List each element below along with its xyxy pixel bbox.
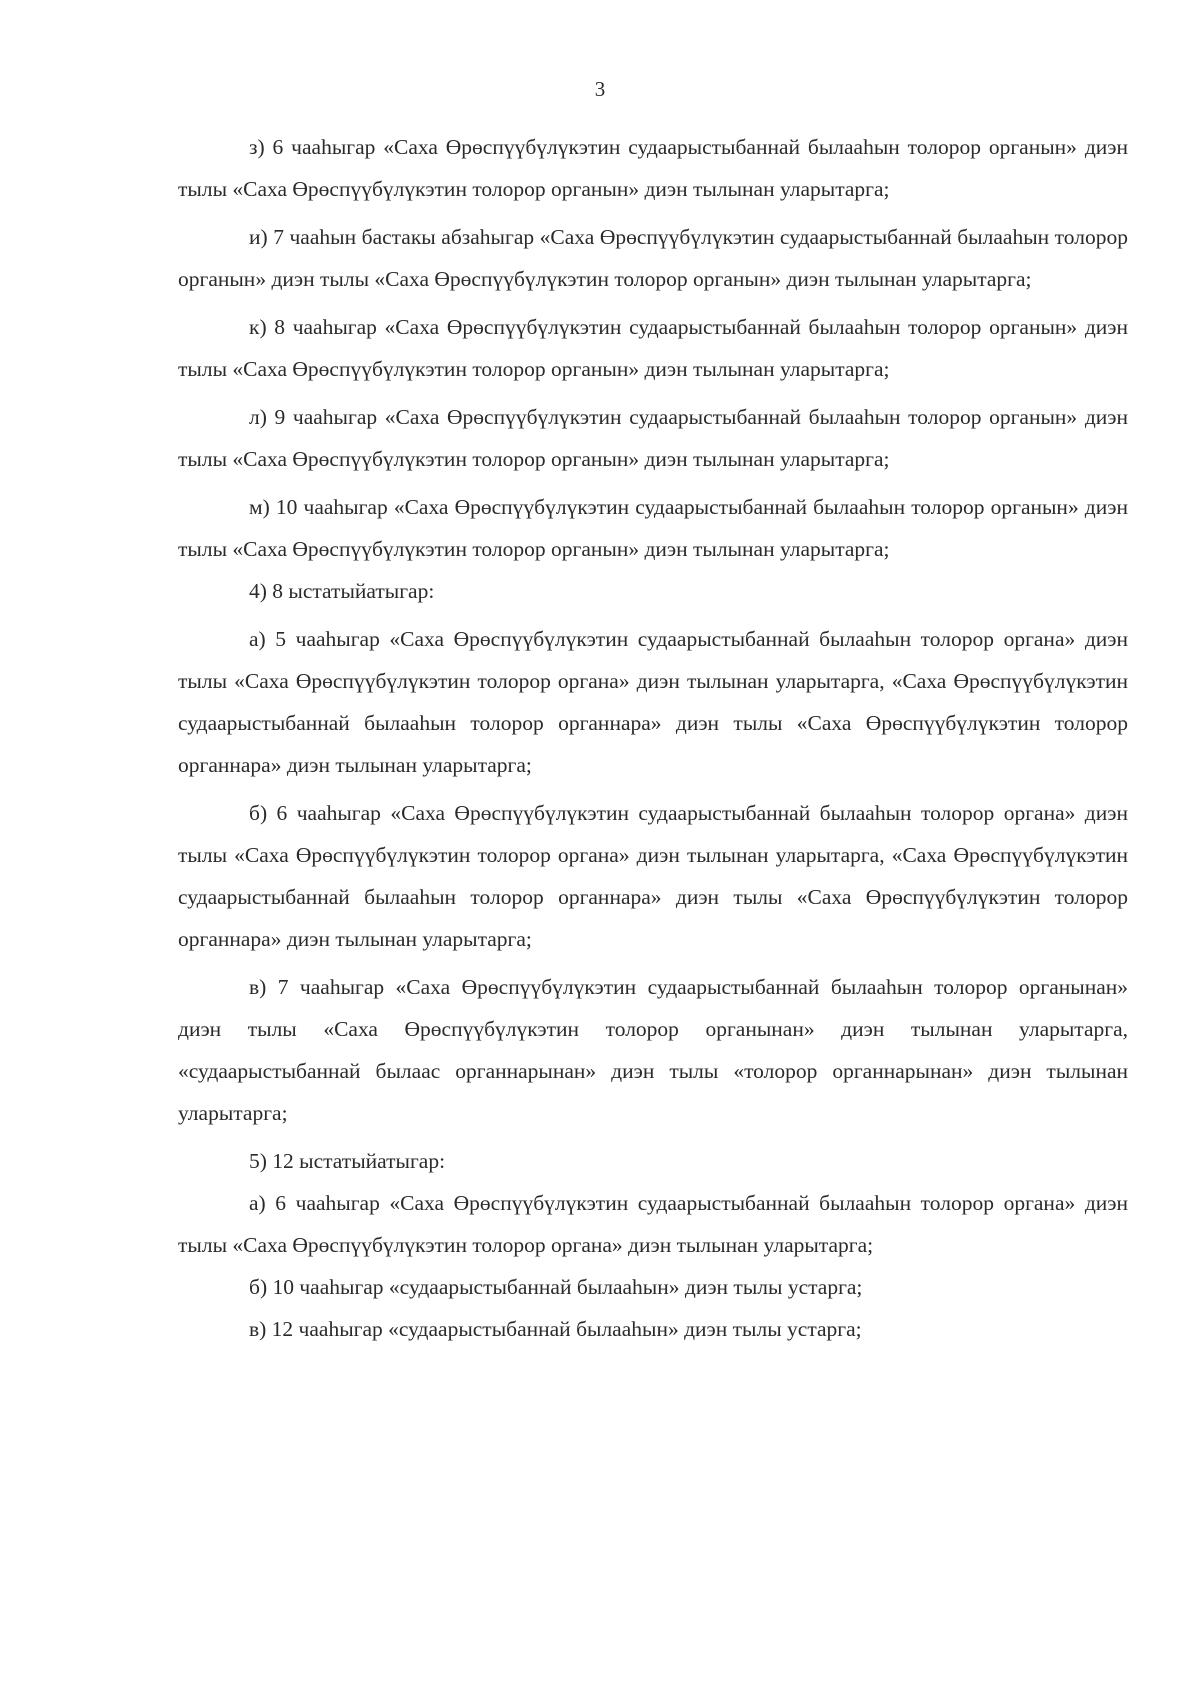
paragraph-5v: в) 12 чааһыгар «судаарыстыбаннай былааһын» диэн тылы устарга; [249, 1317, 862, 1341]
paragraph-5b: б) 10 чааһыгар «судаарыстыбаннай былааһын» диэн тылы устарга; [249, 1275, 863, 1299]
paragraph-4b: б) 6 чааһыгар «Саха Өрөспүүбүлүкэтин судаарыстыбаннай былааһын толорор органа» диэн тылы «Саха Өрөспүүбүлүкэтин толорор органа» диэн тылынан уларытарга, «Саха Өрөспүүбүлүкэтин судаарыстыбаннай былааһын толорор органнара» диэн тылы «Саха Өрөспүүбүлүкэтин толорор органнара» диэн тылынан уларытарга; [178, 801, 1128, 951]
document-body [178, 126, 1128, 1350]
paragraph-4a: а) 5 чааһыгар «Саха Өрөспүүбүлүкэтин судаарыстыбаннай былааһын толорор органа» диэн тылы «Саха Өрөспүүбүлүкэтин толорор органа» диэн тылынан уларытарга, «Саха Өрөспүүбүлүкэтин судаарыстыбаннай былааһын толорор органнара» диэн тылы «Саха Өрөспүүбүлүкэтин толорор органнара» диэн тылынан уларытарга; [178, 627, 1128, 777]
page-number: 3 [594, 77, 606, 101]
paragraph-z: з) 6 чааһыгар «Саха Өрөспүүбүлүкэтин судаарыстыбаннай былааһын толорор органын» диэн тылы «Саха Өрөспүүбүлүкэтин толорор органын» диэн тылынан уларытарга; [178, 135, 1128, 201]
paragraph-i: и) 7 чааһын бастакы абзаһыгар «Саха Өрөспүүбүлүкэтин судаарыстыбаннай былааһын толорор органын» диэн тылы «Саха Өрөспүүбүлүкэтин толорор органын» диэн тылынан уларытарга; [178, 225, 1128, 291]
paragraph-5a: а) 6 чааһыгар «Саха Өрөспүүбүлүкэтин судаарыстыбаннай былааһын толорор органа» диэн тылы «Саха Өрөспүүбүлүкэтин толорор органа» диэн тылынан уларытарга; [178, 1191, 1128, 1257]
paragraph-4v: в) 7 чааһыгар «Саха Өрөспүүбүлүкэтин судаарыстыбаннай былааһын толорор органынан» диэн тылы «Саха Өрөспүүбүлүкэтин толорор органынан» диэн тылынан уларытарга, «судаарыстыбаннай былаас органнарынан» диэн тылы «толорор органнарынан» диэн тылынан уларытарга; [178, 975, 1128, 1125]
item-4-heading: 4) 8 ыстатыйатыгар: [249, 579, 435, 603]
paragraph-k: к) 8 чааһыгар «Саха Өрөспүүбүлүкэтин судаарыстыбаннай былааһын толорор органын» диэн тылы «Саха Өрөспүүбүлүкэтин толорор органын» диэн тылынан уларытарга; [178, 315, 1128, 381]
paragraph-m: м) 10 чааһыгар «Саха Өрөспүүбүлүкэтин судаарыстыбаннай былааһын толорор органын» диэн тылы «Саха Өрөспүүбүлүкэтин толорор органын» диэн тылынан уларытарга; [178, 495, 1128, 561]
item-5-heading: 5) 12 ыстатыйатыгар: [249, 1149, 446, 1173]
paragraph-l: л) 9 чааһыгар «Саха Өрөспүүбүлүкэтин судаарыстыбаннай былааһын толорор органын» диэн тылы «Саха Өрөспүүбүлүкэтин толорор органын» диэн тылынан уларытарга; [178, 405, 1128, 471]
